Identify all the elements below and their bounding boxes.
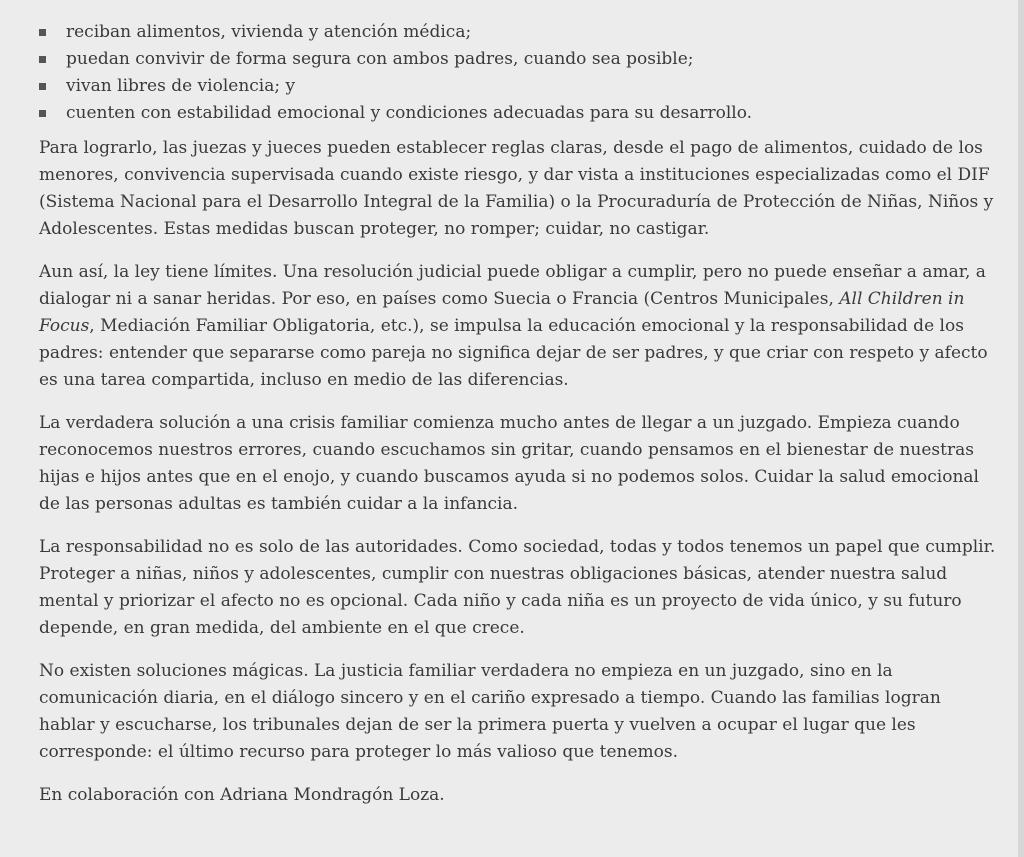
list-item-text: reciban alimentos, vivienda y atención médica; xyxy=(66,22,472,42)
square-bullet-icon xyxy=(39,29,46,36)
list-item-text: puedan convivir de forma segura con ambos padres, cuando sea posible; xyxy=(66,49,694,69)
paragraph-text: Aun así, la ley tiene límites. Una resolución judicial puede obligar a cumplir, pero no puede enseñar a amar, a dialogar ni a sanar heridas. Por eso, en países como Suecia o Francia (Centros Municipales, xyxy=(39,262,986,309)
article-body xyxy=(39,19,1001,825)
list-item xyxy=(39,46,1001,73)
list-item-text: cuenten con estabilidad emocional y condiciones adecuadas para su desarrollo. xyxy=(66,103,753,123)
paragraph-responsibility: La responsabilidad no es solo de las autoridades. Como sociedad, todas y todos tenemos un papel que cumplir. Proteger a niñas, niños y adolescentes, cumplir con nuestras obligaciones básicas, atender nuestra salud mental y priorizar el afecto no es opcional. Cada niño y cada niña es un proyecto de vida único, y su futuro depende, en gran medida, del ambiente en el que crece. xyxy=(39,537,996,638)
square-bullet-icon xyxy=(39,83,46,90)
paragraph-law-limits xyxy=(39,259,1001,394)
paragraph-text: , Mediación Familiar Obligatoria, etc.), se impulsa la educación emocional y la responsabilidad de los padres: entender que separarse como pareja no significa dejar de ser padres, y que criar con respeto y afecto es una tarea compartida, incluso en medio de las diferencias. xyxy=(39,316,988,390)
program-name: All Children in Focus xyxy=(39,289,965,336)
list-item xyxy=(39,19,1001,46)
paragraph-true-solution: La verdadera solución a una crisis familiar comienza mucho antes de llegar a un juzgado. Empieza cuando reconocemos nuestros errores, cuando escuchamos sin gritar, cuando pensamos en el bienestar de nuestras hijas e hijos antes que en el enojo, y cuando buscamos ayuda si no podemos solos. Cuidar la salud emocional de las personas adultas es también cuidar a la infancia. xyxy=(39,413,979,514)
paragraph-measures: Para lograrlo, las juezas y jueces pueden establecer reglas claras, desde el pago de alimentos, cuidado de los menores, convivencia supervisada cuando existe riesgo, y dar vista a instituciones especializadas como el DIF (Sistema Nacional para el Desarrollo Integral de la Familia) o la Procuraduría de Protección de Niñas, Niños y Adolescentes. Estas medidas buscan proteger, no romper; cuidar, no castigar. xyxy=(39,138,994,239)
paragraph-no-magic: No existen soluciones mágicas. La justicia familiar verdadera no empieza en un juzgado, sino en la comunicación diaria, en el diálogo sincero y en el cariño expresado a tiempo. Cuando las familias logran hablar y escucharse, los tribunales dejan de ser la primera puerta y vuelven a ocupar el lugar que les corresponde: el último recurso para proteger lo más valioso que tenemos. xyxy=(39,661,941,762)
list-item-text: vivan libres de violencia; y xyxy=(66,76,296,96)
list-item xyxy=(39,100,1001,127)
square-bullet-icon xyxy=(39,110,46,117)
collaboration-credit: En colaboración con Adriana Mondragón Loza. xyxy=(39,785,445,805)
list-item xyxy=(39,73,1001,100)
rights-list xyxy=(39,19,1001,127)
square-bullet-icon xyxy=(39,56,46,63)
